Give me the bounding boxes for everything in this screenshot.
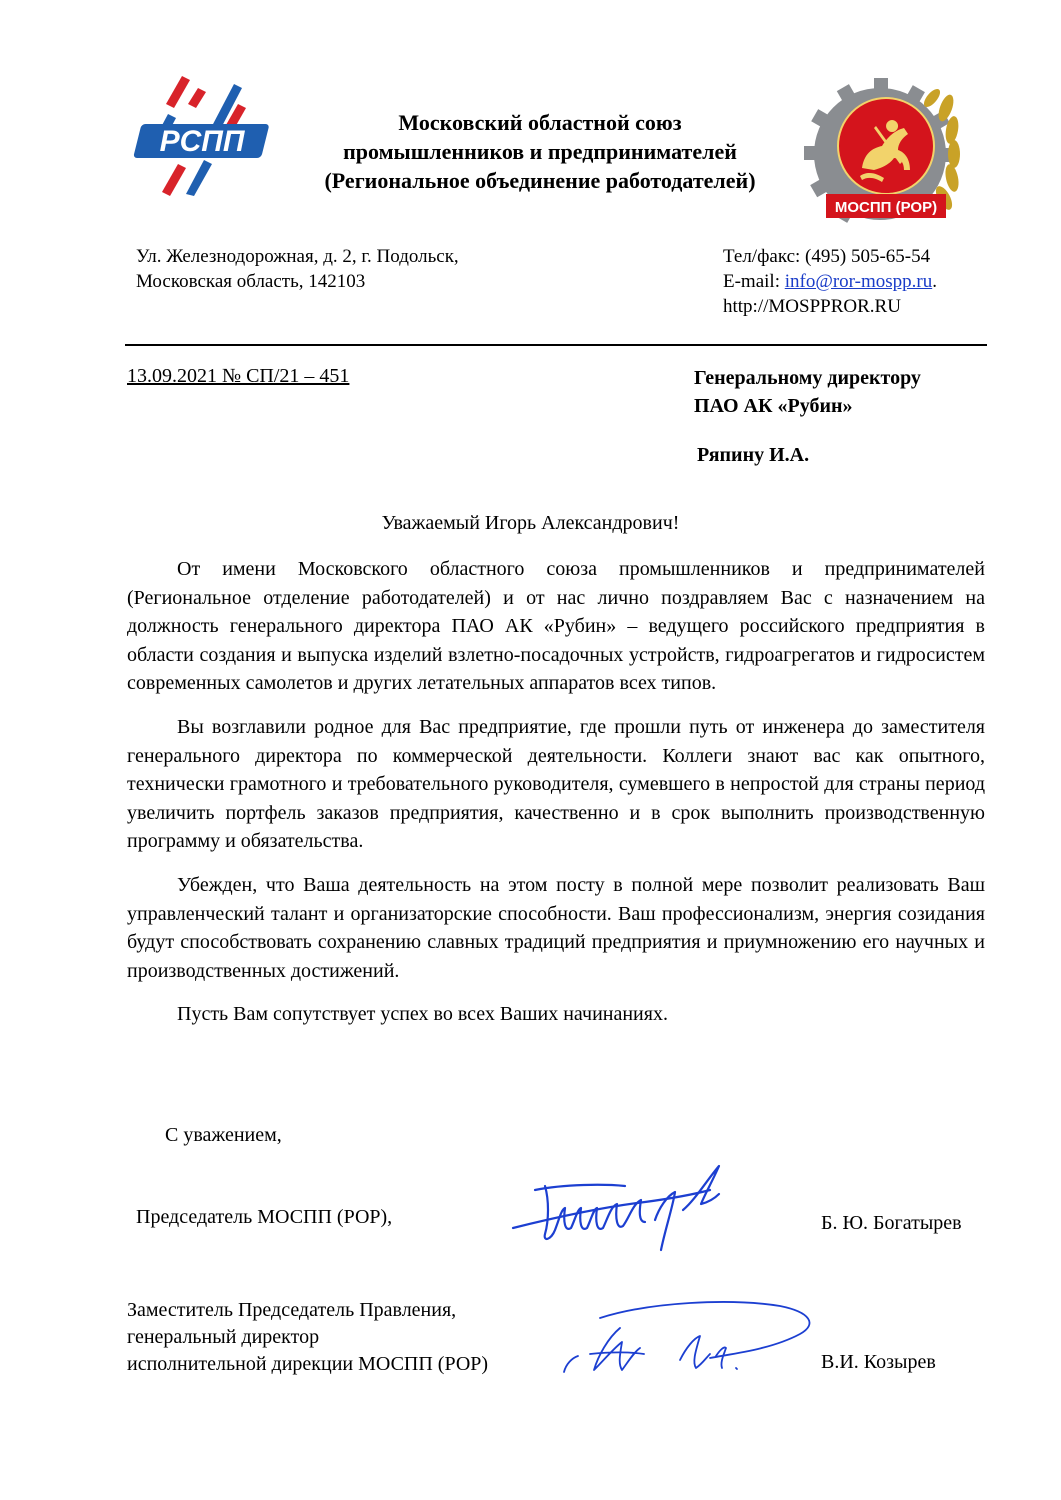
- org-title-line: промышленников и предпринимателей: [343, 139, 737, 164]
- closing-regards: С уважением,: [165, 1124, 282, 1146]
- rspp-logo-text: РСПП: [159, 125, 245, 158]
- address-line: Московская область, 142103: [136, 271, 366, 292]
- signatory-2-title-line: генеральный директор: [127, 1326, 320, 1348]
- signature-2: [560, 1298, 820, 1388]
- header-divider: [125, 344, 987, 346]
- signatory-2-title-line: исполнительной дирекции МОСПП (РОР): [127, 1353, 489, 1375]
- phone-fax: Тел/факс: (495) 505-65-54: [723, 246, 931, 267]
- email-suffix: .: [932, 271, 937, 292]
- signatory-1-name: Б. Ю. Богатырев: [821, 1212, 962, 1234]
- addressee-company: ПАО АК «Рубин»: [694, 395, 853, 417]
- address-line: Ул. Железнодорожная, д. 2, г. Подольск,: [136, 246, 459, 267]
- org-title-line: (Региональное объединение работодателей): [324, 168, 756, 193]
- letter-body: [127, 555, 985, 1044]
- postal-address: [136, 244, 459, 294]
- greeting: Уважаемый Игорь Александрович!: [381, 512, 680, 534]
- email-label: E-mail:: [723, 271, 785, 292]
- signatory-2-title: [127, 1297, 488, 1378]
- signatory-2-name: В.И. Козырев: [821, 1351, 936, 1373]
- signatory-1-title: Председатель МОСПП (РОР),: [136, 1206, 393, 1228]
- organization-title: [250, 108, 830, 195]
- mospp-emblem: [806, 78, 966, 230]
- body-paragraph: Убежден, что Ваша деятельность на этом посту в полной мере позволит реализовать Ваш управленческий талант и организаторские способности. Ваш профессионализм, энергия созидания будут способствовать сохранению славных традиций предприятия и приумножению его научных и производственных достижений.: [127, 873, 985, 982]
- body-paragraph: От имени Московского областного союза промышленников и предпринимателей (Региональное отделение работодателей) и от нас лично поздравляем Вас с назначением на должность генерального директора ПАО АК «Рубин» – ведущего российского предприятия в области создания и выпуска изделий взлетно-посадочных устройств, гидроагрегатов и гидросистем современных самолетов и других летательных аппаратов всех типов.: [127, 558, 985, 695]
- addressee-name: Ряпину И.А.: [697, 444, 810, 466]
- body-paragraph: Пусть Вам сопутствует успех во всех Ваших начинаниях.: [177, 1003, 668, 1026]
- addressee-position: Генеральному директору: [694, 367, 921, 389]
- body-paragraph: Вы возглавили родное для Вас предприятие, где прошли путь от инженера до заместителя генерального директора по коммерческой деятельности. Коллеги знают вас как опытного, технически грамотного и требовательного руководителя, сумевшего в непростой для страны период увеличить портфель заказов предприятия, качественно и в срок выполнить производственную программу и обязательства.: [127, 715, 985, 853]
- email-link[interactable]: info@ror-mospp.ru: [784, 271, 933, 292]
- mospp-emblem-text: МОСПП (РОР): [834, 199, 938, 216]
- letter-reference: 13.09.2021 № СП/21 – 451: [127, 365, 350, 387]
- org-title-line: Московский областной союз: [398, 110, 682, 135]
- signatory-2-title-line: Заместитель Председатель Правления,: [127, 1299, 457, 1321]
- website: http://MOSPPROR.RU: [723, 296, 901, 317]
- signature-1: [505, 1150, 730, 1260]
- contact-info: [723, 244, 937, 319]
- email-row: [723, 269, 937, 294]
- addressee-block: [694, 364, 921, 420]
